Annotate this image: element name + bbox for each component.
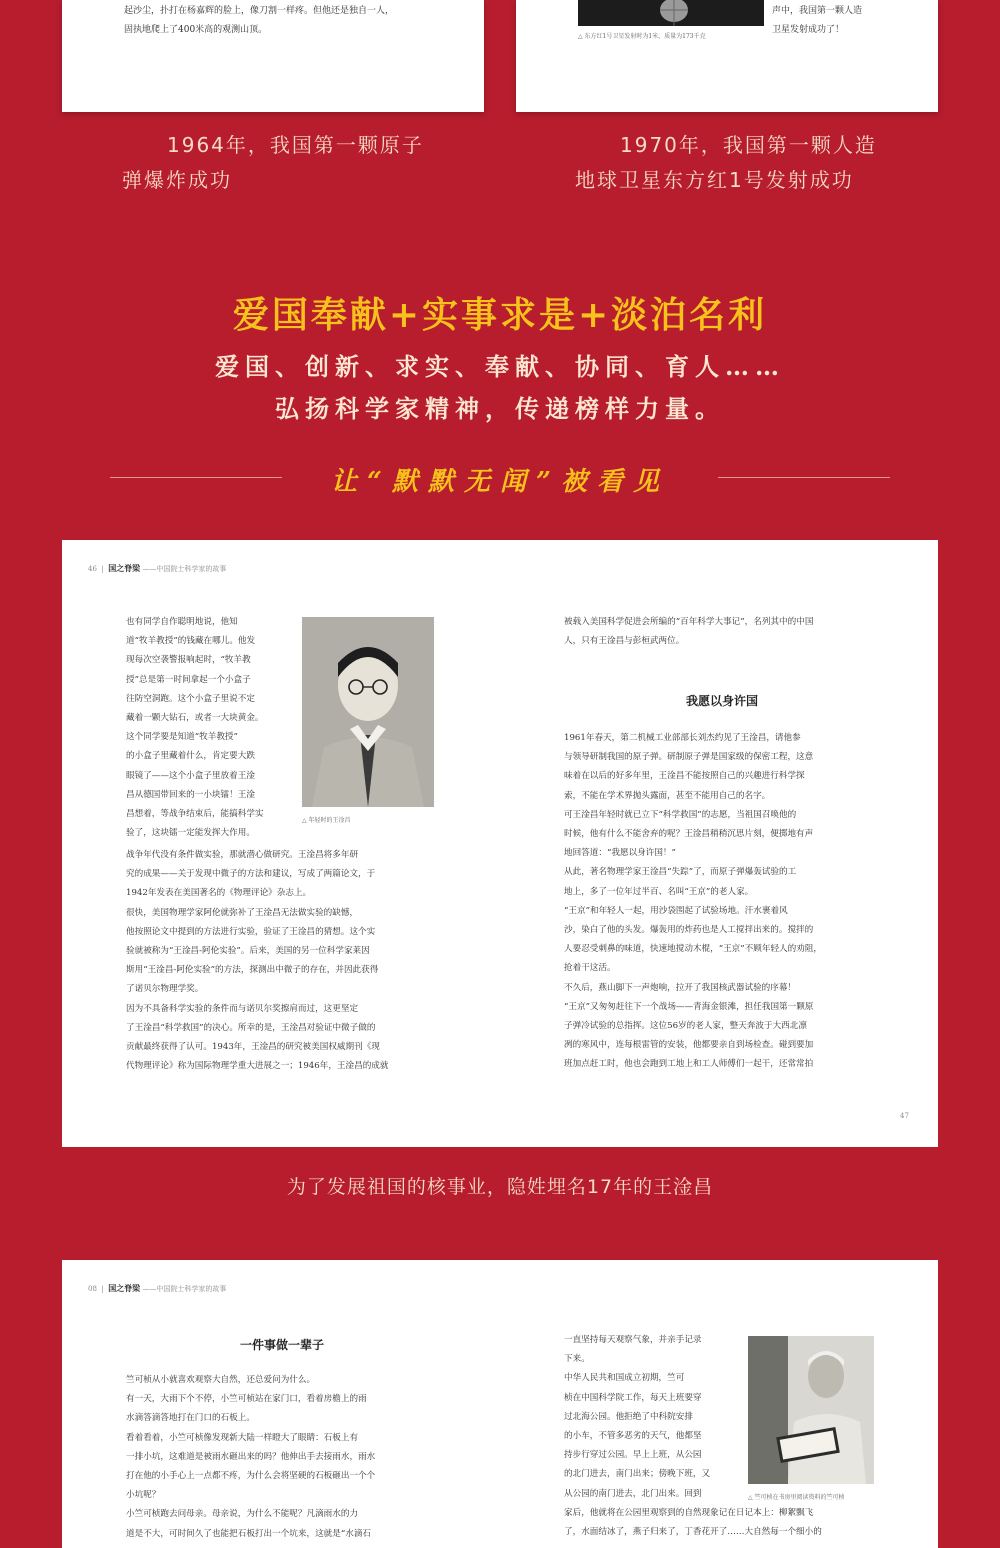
wang-ganchang-portrait — [302, 617, 434, 807]
divider-heading: 让“默默无闻”被看见 — [331, 467, 669, 497]
caption-1964-line1: 1964年，我国第一颗原子 — [167, 133, 424, 157]
section-heading-yishen-xuguo: 我愿以身许国 — [685, 694, 758, 708]
caption-1970-line1: 1970年，我国第一颗人造 — [620, 133, 877, 157]
divider-rule-left — [110, 477, 282, 478]
running-head-page-number: 46 — [88, 565, 97, 573]
running-head-subtitle: ——中国院士科学家的故事 — [142, 565, 227, 573]
running-head-book-title: 国之脊梁 — [108, 563, 141, 573]
spread2-left-column-body: 竺可桢从小就喜欢观察大自然，还总爱问为什么。 有一天，大雨下个不停，小竺可桢站在家门口，看着房檐上的雨 水滴答滴答地打在门口的石板上。 看着看着，小竺可桢像发现新大陆一样瞪大了眼睛：石板上有 一排小坑，这难道是被雨水砸出来的吗？他伸出手去接雨水，雨水 打在他的小手心上一点都不疼，为什么会将坚硬的石板砸出一个个 小坑呢？ 小竺可桢跑去问母亲。母亲说，为什么不能呢？凡滴雨水的力 道是不大，可时间久了也能把石板打出一个坑来，这就是“水滴石 — [126, 1375, 376, 1539]
book-spread-wang-ganchang — [62, 540, 938, 1147]
right-book-page-card — [516, 0, 938, 112]
caption-1970-line2: 地球卫星东方红1号发射成功 — [575, 168, 854, 192]
running-head-2-page-number: 08 — [88, 1285, 97, 1293]
spread1-right-column-top: 被载入美国科学促进会所编的“百年科学大事记”，名列其中的中国 人，只有王淦昌与彭桓武两位。 — [564, 617, 814, 647]
portrait-caption: △ 年轻时的王淦昌 — [302, 817, 351, 824]
running-head-2: 08 | 国之脊梁 ——中国院士科学家的故事 — [88, 1283, 227, 1293]
spread2-right-column-body: 一直坚持每天观察气象，并亲手记录 下来。 中华人民共和国成立初期，竺可 桢在中国科学院工作，每天上班要穿 过北海公园。他拒绝了中科院安排 的小车，不管多恶劣的天气，他都坚 持步行穿过公园。早上上班，从公园 的北门进去，南门出来；傍晚下班，又 从公园的南门进去，北门出来。回到 家后，他就将在公园里观察到的自然现象记在日记本上：柳絮飘飞 了，水面结冰了，燕子归来了，丁香花开了……大自然每一个细小的 — [564, 1335, 822, 1538]
satellite-photo-caption: △ 东方红1号卫星发射时为1米，质量为173千克 — [578, 33, 706, 40]
book-spread-zhu-kezhen — [62, 1260, 938, 1548]
zhu-kezhen-photo-caption: △ 竺可桢在书房里阅读资料的竺可桢 — [748, 1494, 845, 1501]
satellite-photo — [578, 0, 764, 26]
divider-rule-right — [718, 477, 890, 478]
spread1-left-column-bottom: 战争年代没有条件做实验，那就潜心做研究。王淦昌将多年研 究的成果——关于发现中微子的方法和建议，写成了两篇论文，于 1942年发表在美国著名的《物理评论》杂志上。 很快，美国物理学家阿伦就弥补了王淦昌无法做实验的缺憾， 他按照论文中提到的方法进行实验，验证了王淦昌的猜想。这个实 验就被称为“王淦昌-阿伦实验”。后来，美国的另一位科学家莱因 斯用“王淦昌-阿伦实验”的方法，探测出中微子的存在，并因此获得 了诺贝尔物理学奖。 因为不具备科学实验的条件而与诺贝尔奖擦肩而过，这更坚定 了王淦昌“科学救国”的决心。所幸的是，王淦昌对验证中微子做的 贡献最终获得了认可。1943年，王淦昌的研究被美国权威期刊《现 代物理评论》称为国际物理学重大进展之一；1946年，王淦昌的成就 — [126, 850, 389, 1072]
spread1-left-column-top: 也有同学自作聪明地说，他知 道“牧羊教授”的钱藏在哪儿。他发 现每次空袭警报响起时，“牧羊教 授”总是第一时间拿起一个小盒子 往防空洞跑。这个小盒子里说不定 藏着一颗大钻石，或者一大块黄金。 这个同学要是知道“牧羊教授” 的小盒子里藏着什么，肯定要大跌 眼镜了——这个小盒子里放着王淦 昌从德国带回来的一小块镭！王淦 昌想着，等战争结束后，能搞科学实 验了，这块镭一定能发挥大作用。 — [126, 617, 264, 839]
left-card-text: 起沙尘，扑打在杨嘉辉的脸上，像刀割一样疼。但他还是独自一人， 固执地爬上了400米高的观测山顶。 — [124, 6, 395, 35]
slogan-tagline: 弘扬科学家精神，传递榜样力量。 — [275, 394, 725, 423]
running-head-2-subtitle: ——中国院士科学家的故事 — [142, 1285, 227, 1293]
left-book-page-card — [62, 0, 484, 112]
slogan-title: 爱国奉献+实事求是+淡泊名利 — [232, 294, 768, 336]
caption-wang-ganchang: 为了发展祖国的核事业，隐姓埋名17年的王淦昌 — [286, 1176, 714, 1198]
running-head: 46 | 国之脊梁 ——中国院士科学家的故事 — [88, 563, 227, 573]
spread1-page-number-right: 47 — [900, 1112, 909, 1120]
zhu-kezhen-photo — [748, 1336, 874, 1484]
caption-1964-line2: 弹爆炸成功 — [122, 168, 232, 192]
running-head-2-book-title: 国之脊梁 — [108, 1283, 141, 1293]
right-card-text: 声中，我国第一颗人造 卫星发射成功了！ — [772, 6, 863, 35]
section-heading-yijianshi: 一件事做一辈子 — [239, 1338, 324, 1352]
slogan-values: 爱国、创新、求实、奉献、协同、育人…… — [215, 352, 785, 381]
spread1-right-column-body: 1961年春天，第二机械工业部部长刘杰约见了王淦昌，请他参 与领导研制我国的原子弹。研制原子弹是国家级的保密工程，这意 味着在以后的好多年里，王淦昌不能按照自己的兴趣进行科学探 索，不能在学术界抛头露面，甚至不能用自己的名字。 可王淦昌年轻时就已立下“科学救国”的志愿，当祖国召唤他的 时候，他有什么不能舍弃的呢？王淦昌稍稍沉思片刻，便掷地有声 地回答道：“我愿以身许国！” 从此，著名物理学家王淦昌“失踪”了，而原子弹爆轰试验的工 地上，多了一位年过半百、名叫“王京”的老人家。 “王京”和年轻人一起，用沙袋围起了试验场地。汗水裹着风 沙，染白了他的头发。爆轰用的炸药也是人工搅拌出来的。搅拌的 人要忍受刺鼻的味道，快速地搅动木棍，“王京”不顾年轻人的劝阻， 抢着干这活。 不久后，燕山脚下一声炮响，拉开了我国核武器试验的序幕！ “王京”又匆匆赶往下一个战场——青海金银滩，担任我国第一颗原 子弹冷试验的总指挥。这位56岁的老人家，整天奔波于大西北凛 冽的寒风中，连每根雷管的安装，他都要亲自到场检查。碰到要加 班加点赶工时，他也会跑到工地上和工人师傅们一起干，还常常拍 — [564, 733, 823, 1070]
